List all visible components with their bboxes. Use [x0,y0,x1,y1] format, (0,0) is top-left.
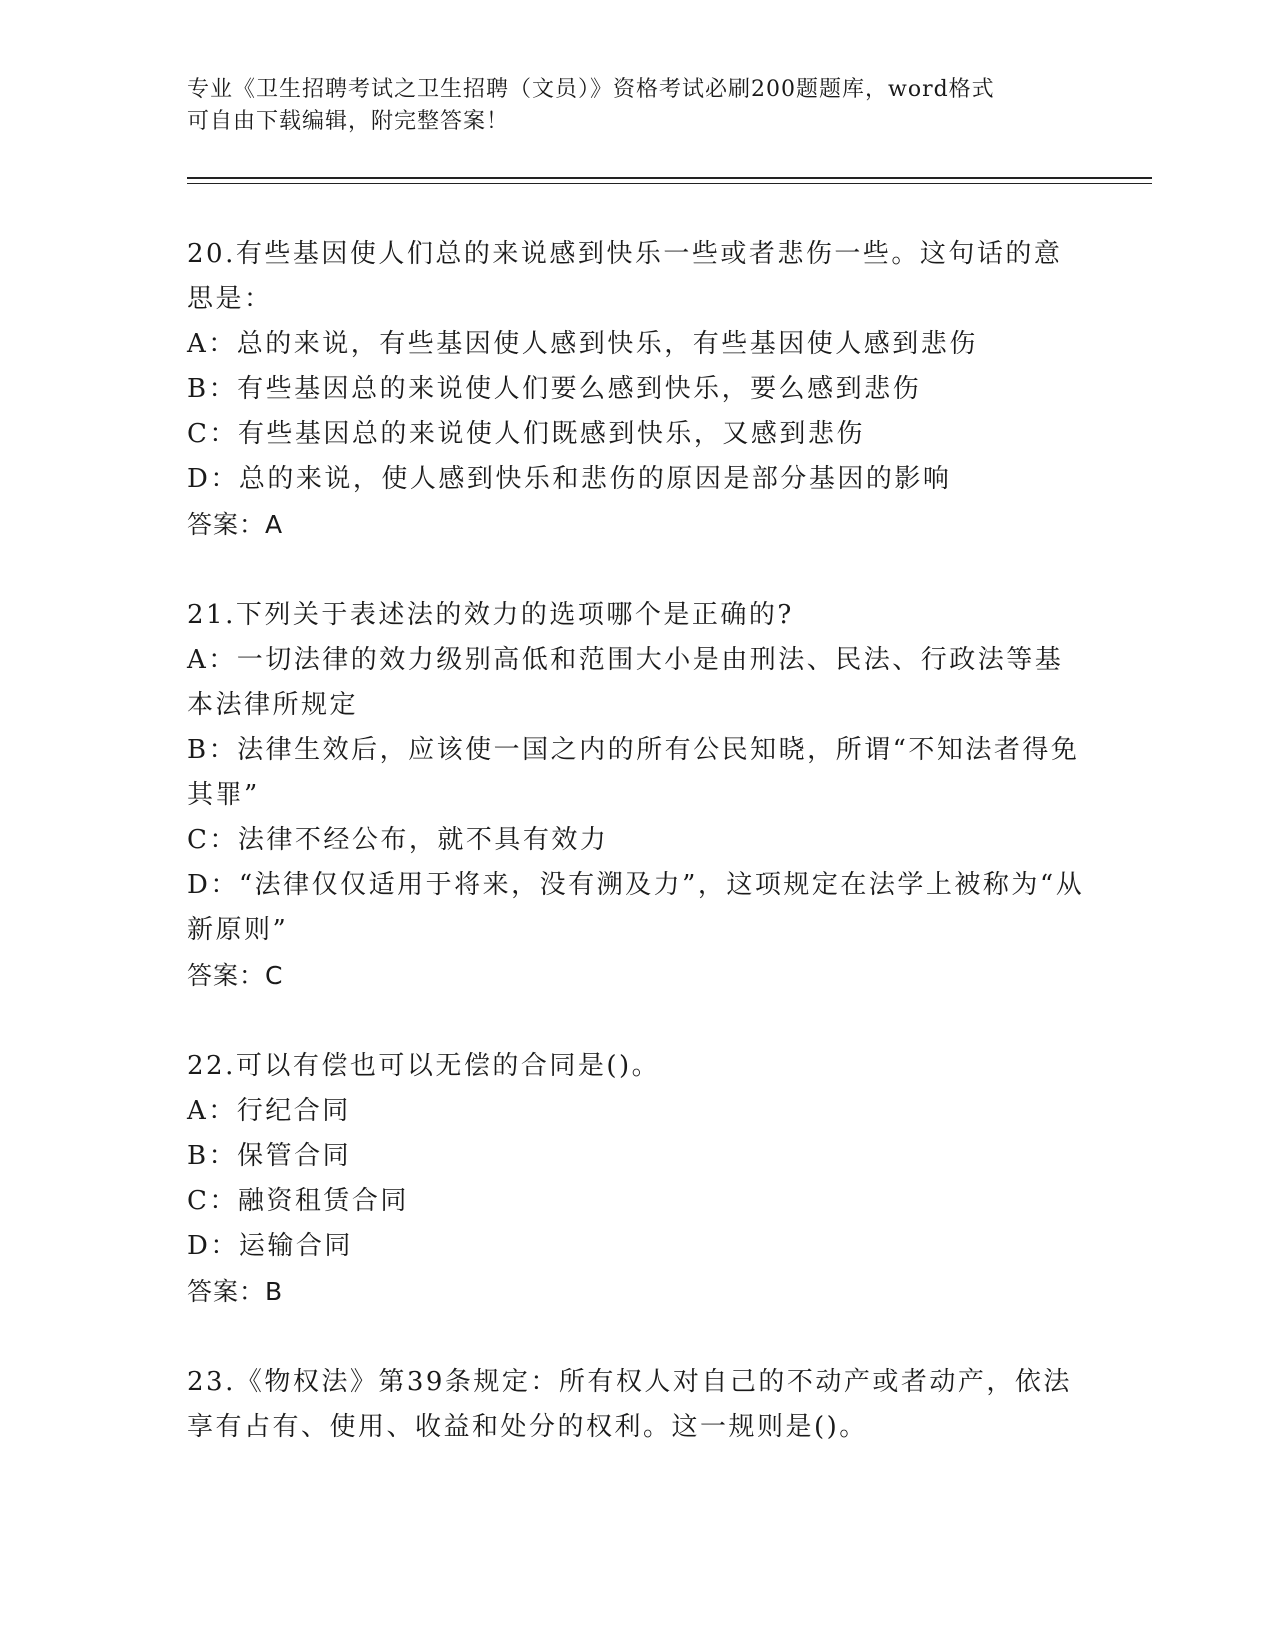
question-stem: 23.《物权法》第39条规定：所有权人对自己的不动产或者动产，依法享有占有、使用、收益和处分的权利。这一规则是()。 [187,1367,1072,1442]
answer-line: 答案：B [187,1277,284,1306]
option-a: A：总的来说，有些基因使人感到快乐，有些基因使人感到悲伤 [187,329,978,359]
option-c: C：法律不经公布，就不具有效力 [187,825,609,855]
option-d: D：运输合同 [187,1231,353,1261]
option-c: C：融资租赁合同 [187,1186,409,1216]
question-list [187,232,1087,1496]
option-b: B：有些基因总的来说使人们要么感到快乐，要么感到悲伤 [187,374,922,404]
question-21 [187,593,1087,998]
option-b: B：法律生效后，应该使一国之内的所有公民知晓，所谓“不知法者得免其罪” [187,735,1080,810]
option-a: A：一切法律的效力级别高低和范围大小是由刑法、民法、行政法等基本法律所规定 [187,645,1064,720]
question-23 [187,1360,1087,1450]
option-d: D：总的来说，使人感到快乐和悲伤的原因是部分基因的影响 [187,464,952,494]
question-22 [187,1044,1087,1314]
option-d: D：“法律仅仅适用于将来，没有溯及力”，这项规定在法学上被称为“从新原则” [187,870,1085,945]
option-c: C：有些基因总的来说使人们既感到快乐，又感到悲伤 [187,419,865,449]
header-line-1: 专业《卫生招聘考试之卫生招聘（文员）》资格考试必刷200题题库，word格式 [187,77,995,102]
header-line-2: 可自由下载编辑，附完整答案！ [187,109,510,134]
answer-line: 答案：C [187,961,284,990]
question-stem: 20.有些基因使人们总的来说感到快乐一些或者悲伤一些。这句话的意思是： [187,239,1063,314]
question-stem: 22.可以有偿也可以无偿的合同是()。 [187,1051,661,1081]
answer-line: 答案：A [187,510,284,539]
option-b: B：保管合同 [187,1141,352,1171]
header-divider-thick [187,177,1152,179]
question-stem: 21.下列关于表述法的效力的选项哪个是正确的? [187,600,794,630]
document-header [187,74,1067,138]
question-20 [187,232,1087,547]
header-divider-thin [187,183,1152,184]
option-a: A：行纪合同 [187,1096,351,1126]
